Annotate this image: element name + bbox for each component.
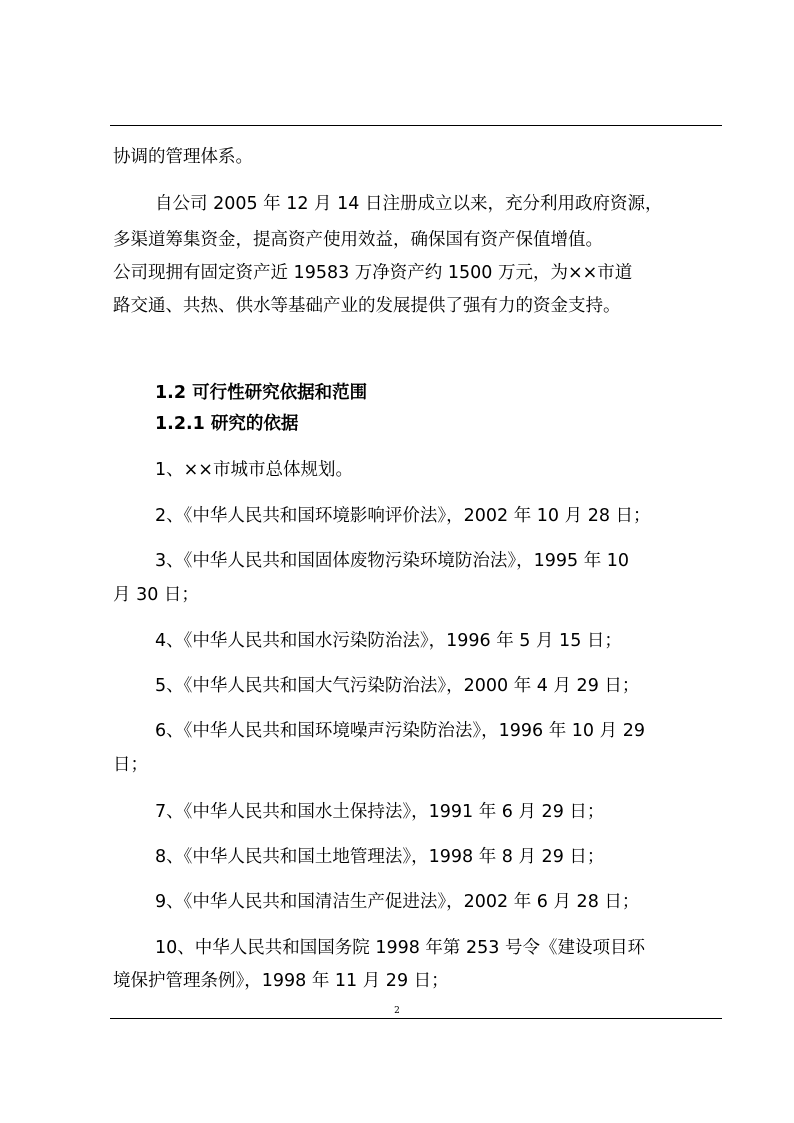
basis-item: 1、××市城市总体规划。 [155,460,353,480]
basis-item-continuation: 月 30 日； [113,585,199,605]
paragraph-line: 路交通、共热、供水等基础产业的发展提供了强有力的资金支持。 [113,296,621,316]
section-heading: 1.2 可行性研究依据和范围 [155,383,368,403]
basis-item-continuation: 日； [113,755,148,775]
footer-rule [110,1018,722,1019]
subsection-heading: 1.2.1 研究的依据 [155,414,299,434]
page-number: 2 [394,1006,400,1016]
basis-item-continuation: 境保护管理条例》，1998 年 11 月 29 日； [113,971,449,991]
basis-item: 7、《中华人民共和国水土保持法》，1991 年 6 月 29 日； [155,802,605,822]
basis-item: 6、《中华人民共和国环境噪声污染防治法》，1996 年 10 月 29 [155,721,645,741]
basis-item: 5、《中华人民共和国大气污染防治法》，2000 年 4 月 29 日； [155,676,640,696]
basis-item: 8、《中华人民共和国土地管理法》，1998 年 8 月 29 日； [155,847,605,867]
paragraph-line: 公司现拥有固定资产近 19583 万净资产约 1500 万元，为××市道 [113,263,633,283]
header-rule [110,125,722,126]
paragraph-line: 协调的管理体系。 [113,147,253,167]
basis-item: 9、《中华人民共和国清洁生产促进法》，2002 年 6 月 28 日； [155,892,640,912]
paragraph-line: 自公司 2005 年 12 月 14 日注册成立以来，充分利用政府资源， [155,194,663,214]
paragraph-line: 多渠道筹集资金，提高资产使用效益，确保国有资产保值增值。 [113,230,603,250]
basis-item: 4、《中华人民共和国水污染防治法》，1996 年 5 月 15 日； [155,631,622,651]
basis-item: 3、《中华人民共和国固体废物污染环境防治法》，1995 年 10 [155,551,630,571]
basis-item: 2、《中华人民共和国环境影响评价法》，2002 年 10 月 28 日； [155,506,651,526]
basis-item: 10、中华人民共和国国务院 1998 年第 253 号令《建设项目环 [155,938,645,958]
